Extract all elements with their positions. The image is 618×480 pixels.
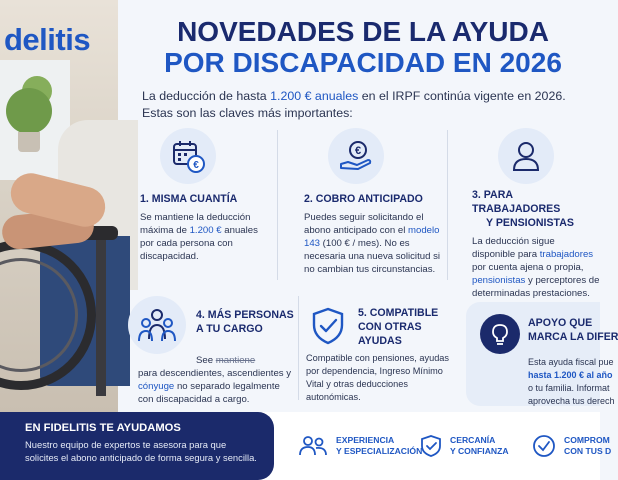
family-icon bbox=[128, 296, 186, 354]
person-icon bbox=[498, 128, 554, 184]
text-part: La deducción sigue disponible para bbox=[472, 236, 555, 260]
feature-l1: CERCANÍA bbox=[450, 435, 496, 445]
card-title-l2: CON OTRAS AYUDAS bbox=[358, 321, 422, 347]
intro-part-2: en el IRPF continúa vigente en 2026. bbox=[358, 89, 566, 103]
shield-check-icon bbox=[306, 304, 350, 348]
intro-text bbox=[142, 88, 598, 122]
feature-l2: Y CONFIANZA bbox=[450, 446, 509, 456]
lightbulb-icon bbox=[480, 314, 520, 354]
card-text bbox=[140, 211, 272, 263]
text-highlight: pensionistas bbox=[472, 275, 526, 286]
card-compatible bbox=[306, 304, 462, 404]
card-text: Compatible con pensiones, ayudas por dependencia, Ingreso Mínimo Vital y otras deducciones autonómicas. bbox=[306, 353, 450, 402]
team-icon bbox=[298, 434, 328, 458]
card-title-l1: 3. PARA TRABAJADORES bbox=[472, 189, 561, 215]
text-part: y perceptores de determinadas prestaciones. bbox=[472, 275, 600, 299]
card-same-amount bbox=[140, 128, 272, 263]
feature-label bbox=[564, 435, 611, 457]
title-line-1: NOVEDADES DE LA AYUDA bbox=[177, 16, 549, 47]
text-highlight: modelo 143 bbox=[304, 225, 440, 249]
text-part: por cuenta ajena o propia, bbox=[472, 262, 584, 273]
text-part: aprovecha tus derech bbox=[528, 396, 615, 406]
feature-trust bbox=[420, 426, 509, 466]
card-title-l1: APOYO QUE bbox=[528, 317, 593, 329]
card-title bbox=[196, 308, 294, 336]
card-text bbox=[128, 354, 294, 406]
card-workers-pensioners bbox=[472, 128, 600, 300]
text-part: (100 € / mes). No es necesaria una nueva solicitud si no cambian tus circunstancias. bbox=[304, 238, 440, 275]
cta-text-l1: Nuestro equipo de expertos te asesora para que bbox=[25, 439, 227, 450]
text-part: Esta ayuda fiscal pue bbox=[528, 357, 614, 367]
card-advance-payment bbox=[304, 128, 442, 276]
card-more-dependents bbox=[128, 296, 294, 406]
card-title bbox=[528, 316, 618, 354]
card-text bbox=[466, 356, 615, 408]
text-highlight: 1.200 € bbox=[189, 225, 222, 236]
divider bbox=[298, 296, 299, 400]
divider bbox=[447, 130, 448, 280]
card-title: 2. COBRO ANTICIPADO bbox=[304, 193, 423, 205]
cta-banner bbox=[0, 412, 274, 480]
feature-l1: COMPROM bbox=[564, 435, 610, 445]
card-text bbox=[472, 235, 600, 300]
text-part: Puedes seguir solicitando el abono anticipado con el bbox=[304, 212, 424, 236]
feature-l2: CON TUS D bbox=[564, 446, 612, 456]
feature-experience bbox=[298, 426, 422, 466]
cta-title: EN FIDELITIS TE AYUDAMOS bbox=[25, 422, 181, 434]
card-title-l2: A TU CARGO bbox=[196, 323, 263, 335]
check-circle-icon bbox=[532, 434, 556, 458]
feature-label bbox=[450, 435, 509, 457]
text-part: Se mantiene la deducción máxima de bbox=[140, 212, 251, 236]
feature-l1: EXPERIENCIA bbox=[336, 435, 395, 445]
card-support bbox=[466, 302, 618, 406]
svg-text:€: € bbox=[193, 160, 199, 171]
text-part: no separado legalmente con discapacidad a cargo. bbox=[138, 381, 280, 405]
card-title-l1: 4. MÁS PERSONAS bbox=[196, 309, 294, 321]
feature-label bbox=[336, 435, 422, 457]
calendar-euro-icon bbox=[160, 128, 216, 184]
divider bbox=[277, 130, 278, 280]
card-title-l2: MARCA LA DIFER bbox=[528, 331, 618, 343]
intro-line-2: Estas son las claves más importantes: bbox=[142, 106, 353, 120]
cta-text bbox=[25, 438, 274, 464]
shield-check-icon bbox=[420, 434, 442, 458]
text-part: para descendientes, ascendientes y bbox=[138, 368, 292, 379]
card-title bbox=[472, 188, 600, 230]
text-part: See bbox=[196, 355, 216, 366]
title-line-2: POR DISCAPACIDAD EN 2026 bbox=[164, 47, 562, 78]
text-highlight: hasta 1.200 € al año bbox=[528, 370, 613, 380]
intro-highlight: 1.200 € anuales bbox=[270, 89, 359, 103]
card-title: 1. MISMA CUANTÍA bbox=[140, 193, 238, 205]
hand-coin-icon bbox=[328, 128, 384, 184]
card-title bbox=[358, 306, 462, 348]
text-highlight: trabajadores bbox=[539, 249, 594, 260]
brand-logo: delitis bbox=[4, 22, 91, 57]
feature-commitment bbox=[532, 426, 611, 466]
intro-part-1: La deducción de hasta bbox=[142, 89, 271, 103]
cta-text-l2: solicites el abono anticipado de forma segura y sencilla. bbox=[25, 452, 257, 463]
text-part: o tu familia. Informat bbox=[528, 383, 610, 393]
card-text bbox=[304, 211, 442, 276]
text-struck: mantiene bbox=[215, 355, 256, 366]
text-highlight: cónyuge bbox=[138, 381, 175, 392]
svg-text:€: € bbox=[354, 145, 362, 157]
feature-l2: Y ESPECIALIZACIÓN bbox=[336, 446, 423, 456]
text-part: anuales por cada persona con discapacidad. bbox=[140, 225, 258, 262]
card-title-l1: 5. COMPATIBLE bbox=[358, 307, 439, 319]
page-title bbox=[132, 16, 594, 78]
card-title-l2: Y PENSIONISTAS bbox=[486, 217, 574, 229]
